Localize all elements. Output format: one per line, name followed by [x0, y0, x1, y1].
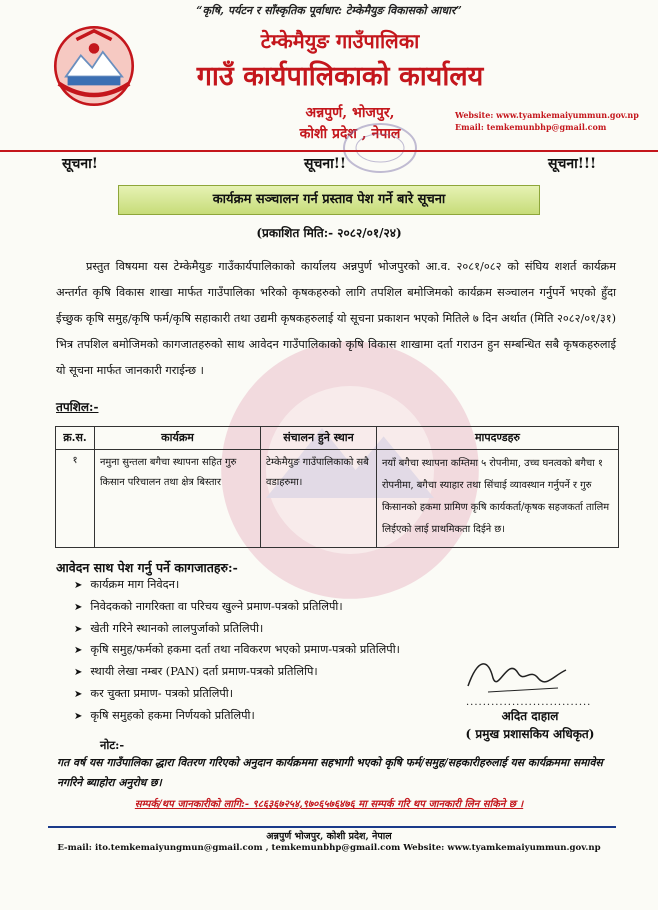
table-row: [56, 450, 619, 548]
signature-line: ..............................: [466, 697, 592, 708]
list-item: ➤ कार्यक्रम माग निवेदन।: [74, 574, 400, 596]
notice-label-2: सूचना!!: [304, 156, 347, 172]
header-sn: क्र.स.: [56, 427, 95, 450]
list-item: ➤ कृषि समुहको हकमा निर्णयको प्रतिलिपी।: [74, 705, 400, 727]
published-date: (प्रकाशित मिति:- २०८२/०१/२४): [256, 226, 402, 240]
document-list: [74, 574, 400, 727]
address-line-1: अन्नपुर्ण, भोजपुर,: [305, 105, 395, 121]
address-line-2: कोशी प्रदेश , नेपाल: [299, 126, 401, 142]
email-link[interactable]: Email: temkemunbhp@gmail.com: [455, 122, 607, 132]
cell-criteria: नयाँ बगैचा स्थापना कम्तिमा ५ रोपनीमा, उच्च घनत्वको बगैचा १ रोपनीमा, बगैचा स्याहार तथा सिंचाई व्यावस्थान गर्नुपर्ने र गुरु किसानको हकमा प्रामिण कृषि कार्यकर्ता/कृषक सहजकर्ता तालिम लिईएको लाई प्राथमिकता दिईने छ।: [377, 450, 619, 548]
cell-sn: १: [56, 450, 95, 548]
office-name: गाउँ कार्यपालिकाको कार्यालय: [196, 61, 484, 92]
website-link[interactable]: Website: www.tyamkemaiyummun.gov.np: [455, 110, 639, 120]
program-table: [55, 426, 619, 548]
application-heading: आवेदन साथ पेश गर्नु पर्ने कागजातहरु:-: [56, 560, 238, 575]
cell-program: नमुना सुन्तला बगैचा स्थापना सहित गुरु किसान परिचालन तथा क्षेत्र बिस्तार: [95, 450, 261, 548]
header-criteria: मापदण्डहरु: [377, 427, 619, 450]
header-location: संचालन हुने स्थान: [261, 427, 377, 450]
footer-divider: [48, 826, 616, 828]
note-text: गत वर्ष यस गाउँपालिका द्धारा वितरण गरिएको अनुदान कार्यक्रममा सहभागी भएको कृषि फर्म/समुह/सहकारीहरुलाई यस कार्यक्रममा समावेस नगरिने ब्याहोरा अनुरोध छ।: [57, 756, 603, 789]
header-program: कार्यक्रम: [95, 427, 261, 450]
header-divider: [0, 150, 658, 152]
table-header-row: [56, 427, 619, 450]
signature-icon: [458, 648, 578, 698]
list-item: ➤ कृषि समुह/फर्मको हकमा दर्ता तथा नविकरण भएको प्रमाण-पत्रको प्रतिलिपी।: [74, 639, 400, 661]
list-item: ➤ कर चुक्ता प्रमाण- पत्रको प्रतिलिपी।: [74, 683, 400, 705]
signatory-name: अदित दाहाल: [501, 709, 559, 723]
list-item: ➤ स्थायी लेखा नम्बर (PAN) दर्ता प्रमाण-पत्रको प्रतिलिपि।: [74, 661, 400, 683]
signatory-title: ( प्रमुख प्रशासकिय अधिकृत): [465, 727, 595, 741]
note-heading: नोट:-: [100, 738, 125, 752]
body-paragraph: प्रस्तुत विषयमा यस टेम्केमैयुङ गाउँकार्यपालिकाको कार्यालय अन्नपुर्ण भोजपुरको आ.व. २०८१/०८२ को संघिय शशर्त कार्यक्रम अन्तर्गत कृषि विकास शाखा मार्फत गाउँपालिका भरिको कृषकहरुको लागि तपशिल बमोजिमको कार्यक्रम सञ्चालन गर्नुपर्ने भएको हुँदा ईच्छुक कृषि समुह/कृषि फर्म/कृषि सहाकारी तथा उद्यमी कृषकहरुलाई यो सूचना प्रकाशन भएको मितिले ७ दिन अर्थात (मिति २०८२/०१/३१) भित्र तपशिल बमोजिमको कागजातहरुको साथ आवेदन गाउँपालिकाको कृषि विकास शाखामा दर्ता गराउन हुन सम्बन्धित सबै कृषकहरुलाई यो सूचना मार्फत जानकारी गराईन्छ ।: [56, 260, 616, 377]
slogan: “कृषि, पर्यटन र साँस्कृतिक पूर्वाधार: टेम्केमैयुङ विकासको आधार”: [196, 4, 462, 17]
footer-contact: E-mail: ito.temkemaiyungmun@gmail.com , temkemunbhp@gmail.com Website: www.tyamkemaiyummun.gov.np: [57, 843, 601, 853]
contact-line: सम्पर्क/थप जानकारीको लागि:- ९८६३६७२५४,९७०६५७६४७६ मा सम्पर्क गरि थप जानकारी लिन सकिने छ ।: [134, 799, 524, 810]
office-stamp-icon: [340, 118, 420, 178]
footer-address: अन्नपुर्ण भोजपुर, कोशी प्रदेश, नेपाल: [266, 831, 392, 842]
list-item: ➤ निवेदकको नागरिक्ता वा परिचय खुल्ने प्रमाण-पत्रको प्रतिलिपी।: [74, 596, 400, 618]
notice-title-banner: कार्यक्रम सञ्चालन गर्न प्रस्ताव पेश गर्ने बारे सूचना: [118, 185, 540, 215]
notice-label-1: सूचना!: [62, 156, 98, 172]
details-heading: तपशिल:-: [56, 400, 99, 414]
cell-location: टेम्केमैयुङ गाउँपालिकाको सबै वडाहरुमा।: [261, 450, 377, 548]
notice-label-3: सूचना!!!: [548, 156, 597, 172]
municipality-name: टेम्केमैयुङ गाउँपालिका: [260, 29, 420, 53]
list-item: ➤ खेती गरिने स्थानको लालपुर्जाको प्रतिलिपी।: [74, 618, 400, 640]
